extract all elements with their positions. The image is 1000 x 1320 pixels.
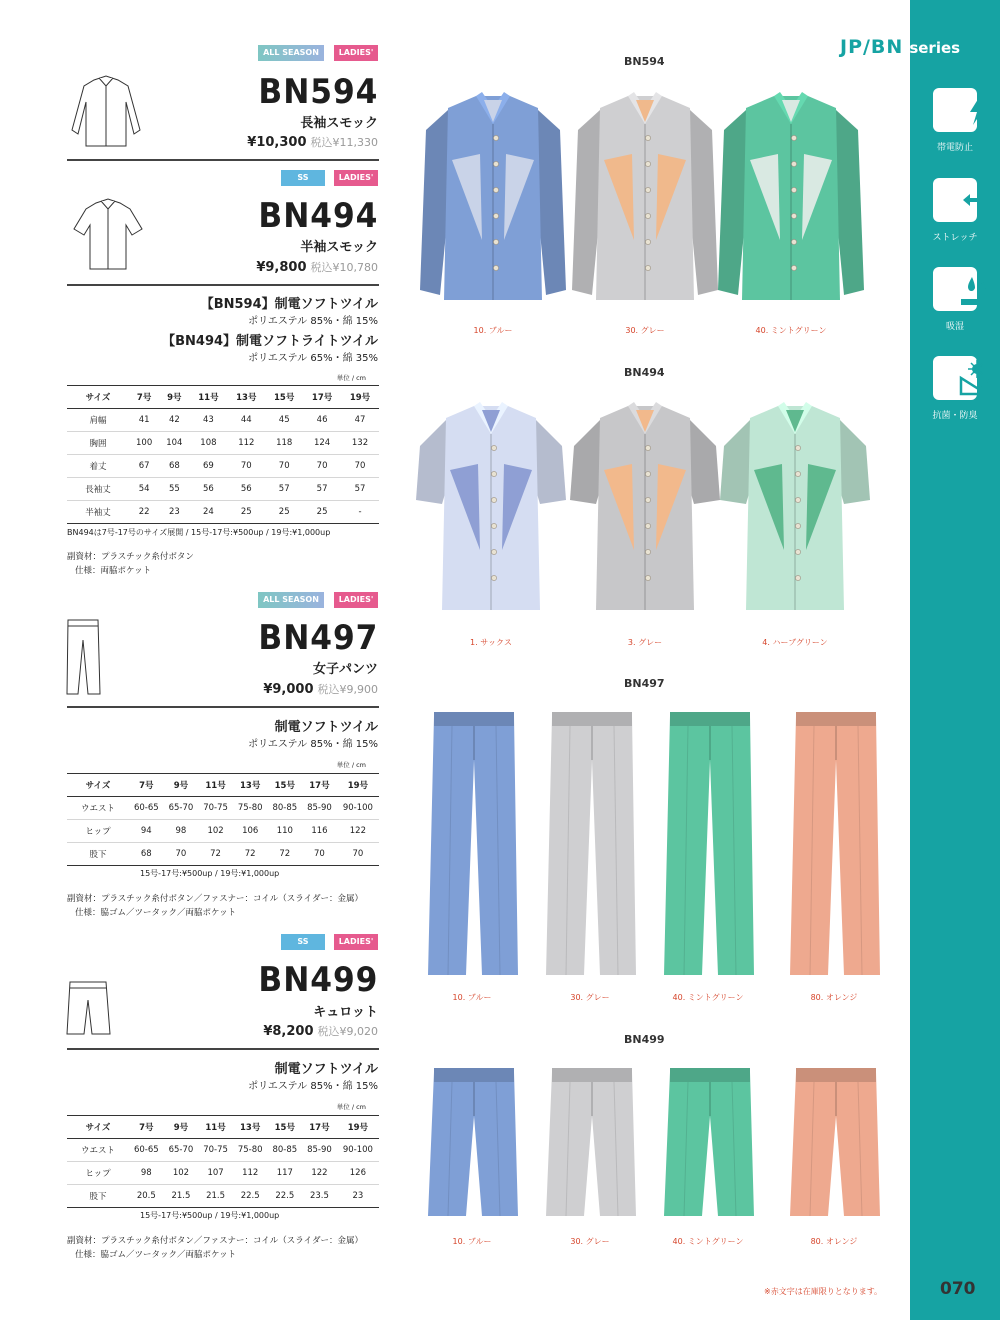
table-cell: 15号 bbox=[265, 386, 303, 409]
table-cell: 98 bbox=[129, 1162, 164, 1185]
size-note: BN494は7号-17号のサイズ展開 / 15号-17号:¥500up / 19号:¥1,000up bbox=[67, 528, 331, 537]
table-row bbox=[67, 432, 379, 455]
row-label: ヒップ bbox=[67, 1162, 129, 1185]
table-cell: 19号 bbox=[337, 1116, 379, 1139]
table-cell: 65-70 bbox=[164, 797, 199, 820]
color-caption: 10. ブルー bbox=[452, 993, 492, 1002]
row-label: ウエスト bbox=[67, 797, 129, 820]
culottes-sketch bbox=[66, 980, 116, 1040]
fabric-info-2 bbox=[248, 716, 378, 753]
price-tax: 税込¥9,900 bbox=[317, 683, 378, 696]
table-row bbox=[67, 1162, 379, 1185]
table-cell: 70 bbox=[303, 455, 341, 478]
table-cell: 70-75 bbox=[198, 1139, 233, 1162]
product-name: 半袖スモック bbox=[300, 240, 378, 255]
color-caption: 30. グレー bbox=[570, 1237, 610, 1246]
table-cell: 80-85 bbox=[268, 797, 303, 820]
series-brand: JP/BN bbox=[840, 36, 904, 58]
water-drops-icon bbox=[933, 267, 977, 311]
table-cell: 56 bbox=[189, 478, 227, 501]
row-label: ヒップ bbox=[67, 820, 129, 843]
table-cell: 9号 bbox=[164, 774, 199, 797]
product-price bbox=[263, 681, 378, 697]
table-row bbox=[67, 501, 379, 524]
feature-stretch bbox=[910, 178, 1000, 243]
table-cell: 60-65 bbox=[129, 797, 164, 820]
fabric-info-3 bbox=[248, 1058, 378, 1095]
size-table-culottes bbox=[67, 1115, 379, 1208]
garment-photo bbox=[422, 1066, 522, 1222]
table-cell: 102 bbox=[164, 1162, 199, 1185]
unit-label: 単位 / cm bbox=[336, 761, 366, 769]
table-cell: 90-100 bbox=[337, 797, 379, 820]
row-label: 長袖丈 bbox=[67, 478, 129, 501]
unit-label: 単位 / cm bbox=[336, 1103, 366, 1111]
size-note: 15号-17号:¥500up / 19号:¥1,000up bbox=[140, 869, 280, 878]
product-code: BN497 bbox=[258, 618, 378, 658]
table-cell: 110 bbox=[268, 820, 303, 843]
table-cell: 11号 bbox=[189, 386, 227, 409]
feature-antibacterial bbox=[910, 356, 1000, 421]
series-word: series bbox=[909, 39, 961, 57]
row-label: 半袖丈 bbox=[67, 501, 129, 524]
size-table-pants bbox=[67, 773, 379, 866]
table-row bbox=[67, 455, 379, 478]
row-label: 股下 bbox=[67, 1185, 129, 1208]
fabric-composition: ポリエステル 85%・綿 15% bbox=[248, 316, 378, 327]
table-cell: 107 bbox=[198, 1162, 233, 1185]
color-caption: 40. ミントグリーン bbox=[672, 993, 744, 1002]
table-row bbox=[67, 1139, 379, 1162]
table-cell: 21.5 bbox=[198, 1185, 233, 1208]
feature-label: 吸湿 bbox=[945, 322, 964, 332]
table-row bbox=[67, 478, 379, 501]
color-caption: 1. サックス bbox=[470, 638, 512, 647]
section-label-bn497: BN497 bbox=[624, 677, 665, 690]
badge-ladies: LADIES' bbox=[334, 170, 378, 186]
color-caption: 40. ミントグリーン bbox=[755, 326, 827, 335]
garment-photo bbox=[540, 1066, 640, 1222]
table-cell: 7号 bbox=[129, 1116, 164, 1139]
table-cell: 23 bbox=[159, 501, 189, 524]
badge-ladies: LADIES' bbox=[334, 934, 378, 950]
table-cell: 15号 bbox=[268, 774, 303, 797]
table-cell: 19号 bbox=[337, 774, 379, 797]
garment-photo bbox=[658, 710, 758, 978]
price-tax: 税込¥11,330 bbox=[310, 136, 378, 149]
table-cell: 85-90 bbox=[302, 797, 337, 820]
antibacterial-icon bbox=[933, 356, 977, 400]
table-cell: 56 bbox=[227, 478, 265, 501]
section-label-bn499: BN499 bbox=[624, 1033, 665, 1046]
table-cell: 47 bbox=[341, 409, 379, 432]
table-cell: 72 bbox=[233, 843, 268, 866]
color-caption: 40. ミントグリーン bbox=[672, 1237, 744, 1246]
garment-photo bbox=[570, 90, 720, 305]
table-cell: 25 bbox=[265, 501, 303, 524]
table-cell: 98 bbox=[164, 820, 199, 843]
fabric-composition: ポリエステル 85%・綿 15% bbox=[248, 1081, 378, 1092]
table-cell: 70 bbox=[227, 455, 265, 478]
fabric-composition: ポリエステル 65%・綿 35% bbox=[248, 353, 378, 364]
table-cell: 45 bbox=[265, 409, 303, 432]
stretch-arrows-icon bbox=[933, 178, 977, 222]
table-cell: 41 bbox=[129, 409, 159, 432]
table-cell: 100 bbox=[129, 432, 159, 455]
size-note: 15号-17号:¥500up / 19号:¥1,000up bbox=[140, 1211, 280, 1220]
table-cell: 24 bbox=[189, 501, 227, 524]
row-label: サイズ bbox=[67, 774, 129, 797]
table-cell: 17号 bbox=[302, 774, 337, 797]
table-cell: 22.5 bbox=[233, 1185, 268, 1208]
table-cell: 25 bbox=[227, 501, 265, 524]
table-cell: 13号 bbox=[227, 386, 265, 409]
table-cell: 70 bbox=[341, 455, 379, 478]
price-value: ¥8,200 bbox=[263, 1024, 314, 1039]
table-cell: 70 bbox=[302, 843, 337, 866]
table-cell: 15号 bbox=[268, 1116, 303, 1139]
table-cell: 85-90 bbox=[302, 1139, 337, 1162]
table-cell: 13号 bbox=[233, 774, 268, 797]
table-cell: 117 bbox=[268, 1162, 303, 1185]
product-name: キュロット bbox=[313, 1005, 378, 1020]
garment-photo bbox=[418, 90, 568, 305]
table-cell: 106 bbox=[233, 820, 268, 843]
table-cell: 19号 bbox=[341, 386, 379, 409]
badge-ss: SS bbox=[281, 170, 325, 186]
badge-ladies: LADIES' bbox=[334, 45, 378, 61]
table-cell: 94 bbox=[129, 820, 164, 843]
table-cell: 112 bbox=[233, 1162, 268, 1185]
table-cell: 72 bbox=[268, 843, 303, 866]
table-cell: 57 bbox=[265, 478, 303, 501]
table-cell: 17号 bbox=[303, 386, 341, 409]
product-code: BN494 bbox=[258, 196, 378, 236]
product-name: 女子パンツ bbox=[312, 662, 378, 677]
badge-ladies: LADIES' bbox=[334, 592, 378, 608]
price-tax: 税込¥10,780 bbox=[310, 261, 378, 274]
price-value: ¥9,800 bbox=[256, 260, 307, 275]
price-tax: 税込¥9,020 bbox=[317, 1025, 378, 1038]
table-cell: 65-70 bbox=[164, 1139, 199, 1162]
table-cell: - bbox=[341, 501, 379, 524]
product-price bbox=[263, 1023, 378, 1039]
garment-photo bbox=[422, 710, 522, 978]
badge-all-season: ALL SEASON bbox=[258, 45, 324, 61]
table-cell: 72 bbox=[198, 843, 233, 866]
table-cell: 7号 bbox=[129, 774, 164, 797]
table-cell: 54 bbox=[129, 478, 159, 501]
product-price bbox=[256, 259, 378, 275]
table-cell: 43 bbox=[189, 409, 227, 432]
table-cell: 70 bbox=[337, 843, 379, 866]
table-cell: 20.5 bbox=[129, 1185, 164, 1208]
divider bbox=[67, 1048, 379, 1050]
spec-notes bbox=[67, 1234, 363, 1262]
badge-ss: SS bbox=[281, 934, 325, 950]
short-sleeve-smock-sketch bbox=[70, 195, 150, 275]
table-cell: 55 bbox=[159, 478, 189, 501]
table-cell: 22.5 bbox=[268, 1185, 303, 1208]
spec-line: 仕様：脇ゴム／ツータック／両脇ポケット bbox=[75, 908, 237, 918]
size-table-smock bbox=[67, 385, 379, 524]
table-cell: 132 bbox=[341, 432, 379, 455]
feature-label: 帯電防止 bbox=[936, 143, 973, 153]
section-label-bn494: BN494 bbox=[624, 366, 665, 379]
table-cell: 69 bbox=[189, 455, 227, 478]
color-caption: 80. オレンジ bbox=[810, 1237, 858, 1246]
table-cell: 90-100 bbox=[337, 1139, 379, 1162]
garment-photo bbox=[570, 400, 720, 620]
table-row bbox=[67, 1185, 379, 1208]
table-cell: 23 bbox=[337, 1185, 379, 1208]
table-cell: 112 bbox=[227, 432, 265, 455]
table-row bbox=[67, 409, 379, 432]
table-cell: 57 bbox=[303, 478, 341, 501]
table-cell: 46 bbox=[303, 409, 341, 432]
table-cell: 42 bbox=[159, 409, 189, 432]
row-label: 肩幅 bbox=[67, 409, 129, 432]
spec-line: 副資材：プラスチック糸付ボタン bbox=[67, 552, 194, 562]
spec-line: 副資材：プラスチック糸付ボタン／ファスナー：コイル（スライダー：金属） bbox=[67, 894, 363, 904]
color-caption: 30. グレー bbox=[570, 993, 610, 1002]
price-value: ¥10,300 bbox=[247, 135, 307, 150]
table-cell: 13号 bbox=[233, 1116, 268, 1139]
table-cell: 11号 bbox=[198, 774, 233, 797]
table-cell: 44 bbox=[227, 409, 265, 432]
divider bbox=[67, 159, 379, 161]
table-cell: 68 bbox=[129, 843, 164, 866]
fabric-title: 制電ソフトツイル bbox=[274, 1062, 378, 1077]
row-label: サイズ bbox=[67, 1116, 129, 1139]
feature-antistatic bbox=[910, 88, 1000, 153]
product-price bbox=[247, 134, 378, 150]
garment-photo bbox=[716, 90, 866, 305]
feature-absorb bbox=[910, 267, 1000, 332]
fabric-info-1 bbox=[162, 293, 378, 367]
spec-line: 仕様：両脇ポケット bbox=[75, 566, 152, 576]
table-cell: 22 bbox=[129, 501, 159, 524]
table-cell: 126 bbox=[337, 1162, 379, 1185]
table-cell: 9号 bbox=[164, 1116, 199, 1139]
product-name: 長袖スモック bbox=[300, 116, 378, 131]
table-cell: 11号 bbox=[198, 1116, 233, 1139]
product-code: BN499 bbox=[258, 960, 378, 1000]
table-cell: 116 bbox=[302, 820, 337, 843]
table-cell: 25 bbox=[303, 501, 341, 524]
color-caption: 30. グレー bbox=[625, 326, 665, 335]
table-cell: 80-85 bbox=[268, 1139, 303, 1162]
spec-line: 仕様：脇ゴム／ツータック／両脇ポケット bbox=[75, 1250, 237, 1260]
table-cell: 70 bbox=[164, 843, 199, 866]
row-label: 胸囲 bbox=[67, 432, 129, 455]
table-cell: 118 bbox=[265, 432, 303, 455]
color-caption: 4. ハーブグリーン bbox=[762, 638, 828, 647]
row-label: ウエスト bbox=[67, 1139, 129, 1162]
lightning-icon bbox=[933, 88, 977, 132]
table-cell: 9号 bbox=[159, 386, 189, 409]
table-header-row bbox=[67, 774, 379, 797]
table-cell: 68 bbox=[159, 455, 189, 478]
table-cell: 102 bbox=[198, 820, 233, 843]
table-cell: 122 bbox=[302, 1162, 337, 1185]
divider bbox=[67, 706, 379, 708]
badge-all-season: ALL SEASON bbox=[258, 592, 324, 608]
table-cell: 75-80 bbox=[233, 1139, 268, 1162]
row-label: 着丈 bbox=[67, 455, 129, 478]
footer-note: ※赤文字は在庫限りとなります。 bbox=[764, 1287, 883, 1296]
table-cell: 124 bbox=[303, 432, 341, 455]
garment-photo bbox=[416, 400, 566, 620]
garment-photo bbox=[784, 1066, 884, 1222]
row-label: サイズ bbox=[67, 386, 129, 409]
table-cell: 108 bbox=[189, 432, 227, 455]
table-row bbox=[67, 843, 379, 866]
pants-sketch bbox=[66, 618, 106, 698]
table-cell: 23.5 bbox=[302, 1185, 337, 1208]
fabric-title: 【BN494】制電ソフトライトツイル bbox=[162, 334, 378, 349]
table-row bbox=[67, 797, 379, 820]
series-title bbox=[840, 36, 960, 58]
long-sleeve-smock-sketch bbox=[66, 72, 146, 152]
garment-photo bbox=[658, 1066, 758, 1222]
table-header-row bbox=[67, 1116, 379, 1139]
table-cell: 60-65 bbox=[129, 1139, 164, 1162]
table-cell: 57 bbox=[341, 478, 379, 501]
table-row bbox=[67, 820, 379, 843]
fabric-title: 制電ソフトツイル bbox=[274, 720, 378, 735]
page-number: 070 bbox=[940, 1279, 976, 1299]
table-cell: 17号 bbox=[302, 1116, 337, 1139]
price-value: ¥9,000 bbox=[263, 682, 314, 697]
unit-label: 単位 / cm bbox=[336, 374, 366, 382]
fabric-title: 【BN594】制電ソフトツイル bbox=[200, 297, 378, 312]
row-label: 股下 bbox=[67, 843, 129, 866]
spec-line: 副資材：プラスチック糸付ボタン／ファスナー：コイル（スライダー：金属） bbox=[67, 1236, 363, 1246]
spec-notes bbox=[67, 550, 194, 578]
table-cell: 7号 bbox=[129, 386, 159, 409]
garment-photo bbox=[720, 400, 870, 620]
divider bbox=[67, 284, 379, 286]
garment-photo bbox=[784, 710, 884, 978]
color-caption: 10. ブルー bbox=[452, 1237, 492, 1246]
table-cell: 104 bbox=[159, 432, 189, 455]
color-caption: 80. オレンジ bbox=[810, 993, 858, 1002]
feature-label: ストレッチ bbox=[932, 233, 978, 243]
garment-photo bbox=[540, 710, 640, 978]
table-header-row bbox=[67, 386, 379, 409]
color-caption: 3. グレー bbox=[627, 638, 663, 647]
table-cell: 70-75 bbox=[198, 797, 233, 820]
table-cell: 70 bbox=[265, 455, 303, 478]
fabric-composition: ポリエステル 85%・綿 15% bbox=[248, 739, 378, 750]
table-cell: 21.5 bbox=[164, 1185, 199, 1208]
color-caption: 10. ブルー bbox=[473, 326, 513, 335]
product-code: BN594 bbox=[258, 72, 378, 112]
section-label-bn594: BN594 bbox=[624, 55, 665, 68]
spec-notes bbox=[67, 892, 363, 920]
feature-label: 抗菌・防臭 bbox=[932, 411, 978, 421]
table-cell: 75-80 bbox=[233, 797, 268, 820]
table-cell: 122 bbox=[337, 820, 379, 843]
table-cell: 67 bbox=[129, 455, 159, 478]
